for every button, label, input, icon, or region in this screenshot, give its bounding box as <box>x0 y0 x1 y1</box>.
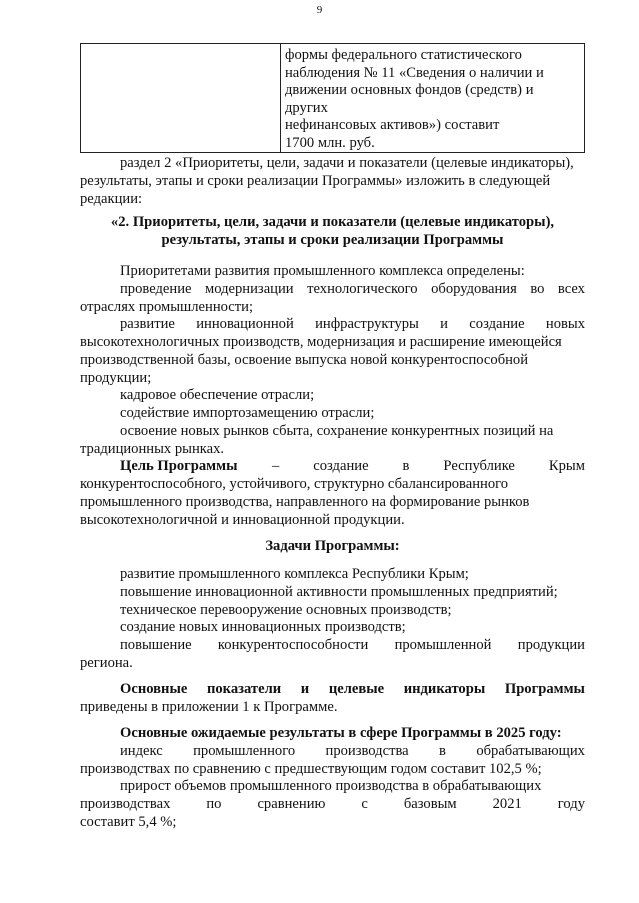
priorities-line: отраслях промышленности; <box>80 299 254 315</box>
results-line <box>120 742 585 760</box>
intro-line: раздел 2 «Приоритеты, цели, задачи и показатели (целевые индикаторы), <box>120 155 574 171</box>
word: оборудования <box>431 281 517 297</box>
page-number: 9 <box>316 4 323 16</box>
word: году <box>557 796 585 812</box>
priorities-line: содействие импортозамещению отрасли; <box>120 405 375 421</box>
priorities-line <box>120 280 585 298</box>
table-text-line: наблюдения № 11 «Сведения о наличии и <box>285 64 544 81</box>
word: обрабатывающих <box>476 743 585 759</box>
word: Крым <box>548 458 585 474</box>
tasks-heading: Задачи Программы: <box>265 538 400 554</box>
word: сравнению <box>257 796 326 812</box>
table-text-line: движении основных фондов (средств) и других <box>285 82 534 116</box>
indicators-line <box>120 680 585 698</box>
results-line: производствах по сравнению с предшествующим годом составит 102,5 %; <box>80 761 542 777</box>
word: во <box>530 281 545 297</box>
table-left-cell <box>81 44 281 153</box>
section-heading: «2. Приоритеты, цели, задачи и показатели (целевые индикаторы), <box>110 214 555 230</box>
word: в <box>439 743 446 759</box>
word: Программы <box>504 681 585 697</box>
goal-line: конкурентоспособного, устойчивого, структурно сбалансированного <box>80 476 509 492</box>
priorities-line: Приоритетами развития промышленного комплекса определены: <box>120 263 525 279</box>
word: модернизации <box>205 281 294 297</box>
intro-line: результаты, этапы и сроки реализации Программы» изложить в следующей <box>80 173 551 189</box>
goal-rest <box>272 457 585 475</box>
word: и <box>300 681 310 697</box>
word: в <box>402 458 410 474</box>
word: развитие <box>120 316 175 332</box>
word: технологического <box>307 281 418 297</box>
word: базовым <box>403 796 457 812</box>
priorities-line: традиционных рынках. <box>80 441 225 457</box>
task-item: повышение инновационной активности промышленных предприятий; <box>120 584 558 600</box>
word: продукции <box>517 637 585 653</box>
intro-line: редакции: <box>80 191 143 207</box>
results-heading: Основные ожидаемые результаты в сфере Программы в 2025 году: <box>120 725 562 741</box>
goal-label: Цель Программы <box>120 458 238 474</box>
word: Республике <box>443 458 515 474</box>
goal-line: высокотехнологичной и инновационной продукции. <box>80 512 405 528</box>
priorities-line <box>120 315 585 333</box>
word: 2021 <box>492 796 522 812</box>
word: по <box>206 796 222 812</box>
table-text-line: формы федерального статистического <box>285 47 522 63</box>
word: промышленного <box>193 743 296 759</box>
word: создание <box>313 458 369 474</box>
word: и <box>440 316 448 332</box>
word: с <box>361 796 368 812</box>
word: производства <box>325 743 409 759</box>
section-heading: результаты, этапы и сроки реализации Программы <box>161 232 504 248</box>
word: производствах <box>80 796 171 812</box>
priorities-line: кадровое обеспечение отрасли; <box>120 387 315 403</box>
priorities-line: продукции; <box>80 370 152 386</box>
word: показатели <box>206 681 282 697</box>
priorities-line: освоение новых рынков сбыта, сохранение конкурентных позиций на <box>120 423 554 439</box>
table-text-line: нефинансовых активов») составит <box>285 117 500 133</box>
results-line: прирост объемов промышленного производства в обрабатывающих <box>120 778 542 794</box>
word: повышение <box>120 637 192 653</box>
word: всех <box>557 281 585 297</box>
continuation-table <box>80 43 585 153</box>
task-item: техническое перевооружение основных производств; <box>120 602 452 618</box>
task-item <box>120 636 585 654</box>
word: целевые <box>328 681 385 697</box>
task-item: создание новых инновационных производств; <box>120 619 406 635</box>
word: промышленной <box>394 637 492 653</box>
task-item: развитие промышленного комплекса Республики Крым; <box>120 566 469 582</box>
results-line <box>80 795 585 813</box>
word: – <box>272 458 280 474</box>
results-line: составит 5,4 %; <box>80 814 177 830</box>
word: инфраструктуры <box>315 316 419 332</box>
table-text-line: 1700 млн. руб. <box>285 134 375 151</box>
priorities-line: высокотехнологичных производств, модернизация и расширение имеющейся <box>80 334 562 350</box>
goal-line <box>120 457 585 475</box>
goal-line: промышленного производства, направленного на формирование рынков <box>80 494 530 510</box>
word: индикаторы <box>403 681 486 697</box>
indicators-line: приведены в приложении 1 к Программе. <box>80 699 338 715</box>
word: проведение <box>120 281 192 297</box>
table-right-cell <box>281 44 585 153</box>
word: индекс <box>120 743 163 759</box>
word: новых <box>545 316 585 332</box>
task-item: региона. <box>80 655 133 671</box>
word: Основные <box>120 681 188 697</box>
word: создание <box>469 316 525 332</box>
word: инновационной <box>196 316 294 332</box>
word: конкурентоспособности <box>217 637 369 653</box>
priorities-line: производственной базы, освоение выпуска новой конкурентоспособной <box>80 352 529 368</box>
